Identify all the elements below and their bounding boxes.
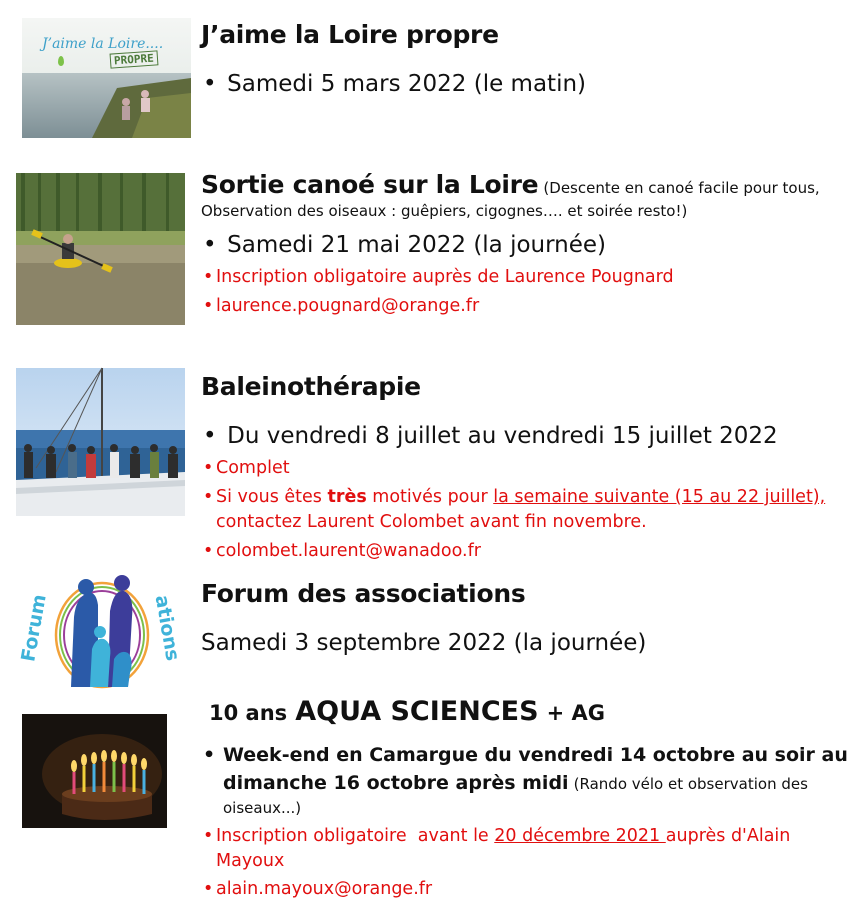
canoe-note-line1: (Descente en canoé facile pour tous, — [543, 179, 820, 197]
detail-note: (Rando vélo et observation des — [573, 775, 808, 793]
info-part1: Inscription obligatoire avant le — [216, 826, 495, 846]
event-title-loire-propre: J’aime la Loire propre — [201, 20, 499, 49]
bullet: • — [203, 487, 214, 507]
sailboat-deck-illustration — [16, 368, 185, 516]
info-underlined: la semaine suivante (15 au 22 juillet), — [493, 487, 826, 507]
canoe-note-line2: Observation des oiseaux : guêpiers, cigognes…. et soirée resto!) — [201, 202, 688, 220]
bullet: • — [203, 826, 214, 846]
info-underlined: 20 décembre 2021 — [494, 826, 666, 846]
forum-logo — [16, 577, 184, 687]
forum-logo-text-left: Forum — [17, 592, 51, 664]
logo-drop-icon — [58, 56, 64, 66]
bullet: • — [203, 541, 214, 561]
canoe-title-text: Sortie canoé sur la Loire — [201, 170, 539, 199]
canoe-email[interactable] — [203, 296, 479, 316]
baleino-email[interactable] — [203, 541, 481, 561]
whale-trip-photo — [16, 368, 185, 516]
info-part2: motivés pour — [366, 487, 494, 507]
forum-logo-text-right: ations — [150, 593, 184, 663]
event-title-canoe — [201, 170, 820, 199]
bullet: • — [203, 71, 217, 97]
cake-candles-illustration — [22, 714, 167, 828]
date-text: Samedi 21 mai 2022 (la journée) — [227, 232, 607, 258]
aqua-registration-info-line2: Mayoux — [216, 851, 285, 871]
baleino-status — [203, 458, 290, 478]
detail-line2: dimanche 16 octobre après midi — [223, 772, 569, 794]
event-date-canoe — [203, 232, 606, 258]
info-text: Inscription obligatoire auprès de Laurence Pougnard — [216, 267, 674, 287]
bullet: • — [203, 879, 214, 899]
baleino-info-line2: contactez Laurent Colombet avant fin novembre. — [216, 512, 647, 532]
event-date-loire-propre — [203, 71, 586, 97]
date-text: Du vendredi 8 juillet au vendredi 15 juillet 2022 — [227, 423, 778, 449]
aqua-registration-info — [203, 826, 790, 846]
loire-logo-text: J’aime la Loire.... — [42, 36, 164, 52]
aqua-detail-line2 — [223, 772, 808, 794]
info-part1: Si vous êtes — [216, 487, 328, 507]
bullet: • — [203, 423, 217, 449]
canoe-river-illustration — [16, 173, 185, 325]
title-suffix: + AG — [546, 701, 606, 725]
bullet: • — [203, 267, 214, 287]
detail-line1: Week-end en Camargue du vendredi 14 octobre au soir au — [223, 744, 848, 766]
bullet: • — [203, 744, 216, 766]
email-link[interactable]: laurence.pougnard@orange.fr — [216, 296, 480, 316]
event-date-forum: Samedi 3 septembre 2022 (la journée) — [201, 630, 647, 656]
date-text: Samedi 5 mars 2022 (le matin) — [227, 71, 587, 97]
canoe-registration-info — [203, 267, 674, 287]
status-text: Complet — [216, 458, 290, 478]
event-title-aqua-sciences — [209, 696, 605, 727]
info-part2: auprès d'Alain — [665, 826, 791, 846]
aqua-detail — [203, 744, 848, 766]
info-bold: très — [327, 487, 367, 507]
bullet: • — [203, 232, 217, 258]
loire-propre-photo — [22, 18, 191, 138]
baleino-info — [203, 487, 825, 507]
birthday-cake-photo — [22, 714, 167, 828]
event-title-forum: Forum des associations — [201, 579, 526, 608]
canoe-photo — [16, 173, 185, 325]
aqua-email[interactable] — [203, 879, 432, 899]
event-title-baleinotherapie: Baleinothérapie — [201, 372, 421, 401]
event-date-baleinotherapie — [203, 423, 778, 449]
bullet: • — [203, 458, 214, 478]
bullet: • — [203, 296, 214, 316]
title-prefix: 10 ans — [209, 701, 288, 725]
title-main: AQUA SCIENCES — [295, 696, 539, 727]
aqua-detail-note2: oiseaux...) — [223, 799, 302, 817]
email-link[interactable]: colombet.laurent@wanadoo.fr — [216, 541, 481, 561]
propre-stamp: PROPRE — [110, 50, 159, 68]
email-link[interactable]: alain.mayoux@orange.fr — [216, 879, 433, 899]
